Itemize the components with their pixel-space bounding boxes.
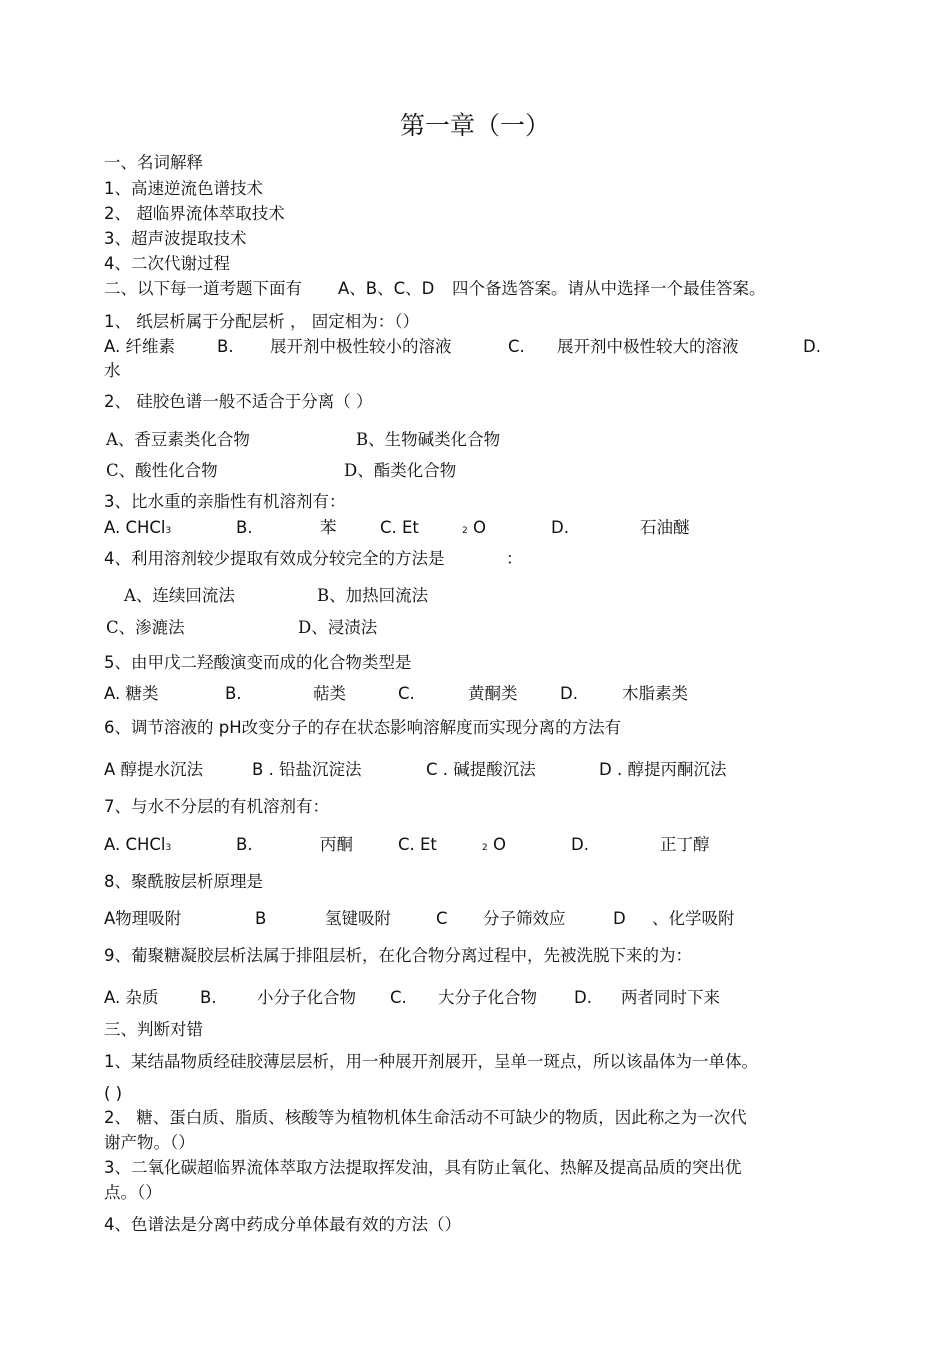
question-5: 5、由甲戊二羟酸演变而成的化合物类型是: [104, 653, 412, 672]
q6-option-d: D . 醇提丙酮沉法: [599, 760, 727, 779]
q9-option-d-label: D.: [574, 988, 592, 1007]
definition-item-3: 3、超声波提取技术: [104, 229, 247, 248]
q4-option-c: C、渗漉法: [106, 618, 185, 637]
judgement-3-line-1: 3、二氧化碳超临界流体萃取方法提取挥发油，具有防止氧化、热解及提高品质的突出优: [104, 1158, 742, 1177]
section-heading-letters: A、B、C、D: [338, 279, 435, 298]
q1-option-b-label: B.: [217, 337, 234, 356]
page-title: 第一章（一）: [399, 111, 550, 140]
question-2: 2、 硅胶色谱一般不适合于分离（ ）: [104, 392, 373, 411]
q9-option-d: 两者同时下来: [621, 988, 720, 1007]
q8-option-c: 分子筛效应: [483, 909, 566, 928]
q7-option-a: A. CHCl3: [104, 835, 172, 854]
q8-option-d: 、化学吸附: [652, 909, 735, 928]
judgement-3-line-2: 点。（）: [104, 1183, 162, 1202]
judgement-2-line-1: 2、 糖、蛋白质、脂质、核酸等为植物机体生命活动不可缺少的物质，因此称之为一次代: [104, 1108, 747, 1127]
q1-option-c-label: C.: [508, 337, 525, 356]
q8-option-b: 氢键吸附: [325, 909, 391, 928]
q5-option-d: 木脂素类: [622, 684, 688, 703]
q3-option-d: 石油醚: [640, 518, 690, 537]
section-heading-rest: 四个备选答案。请从中选择一个最佳答案。: [452, 279, 766, 298]
q7-option-b: 丙酮: [320, 835, 353, 854]
q8-option-a: A物理吸附: [104, 909, 182, 928]
question-8: 8、聚酰胺层析原理是: [104, 872, 263, 891]
q8-option-c-label: C: [436, 909, 448, 928]
q1-option-d-label: D.: [803, 337, 821, 356]
subscript: 3: [165, 526, 172, 536]
judgement-4: 4、色谱法是分离中药成分单体最有效的方法（）: [104, 1215, 461, 1234]
q3-option-d-label: D.: [551, 518, 569, 537]
subscript: 2: [482, 843, 488, 853]
q3-option-a: A. CHCl3: [104, 518, 172, 537]
question-1: 1、 纸层析属于分配层析 ， 固定相为：（）: [104, 312, 419, 331]
definition-item-1: 1、高速逆流色谱技术: [104, 179, 263, 198]
question-7: 7、与水不分层的有机溶剂有：: [104, 797, 329, 816]
q4-option-b: B、加热回流法: [317, 586, 429, 605]
q3-option-b: 苯: [320, 518, 337, 537]
q5-option-b: 萜类: [313, 684, 346, 703]
q3-option-c: C. Et: [380, 518, 419, 537]
question-9: 9、葡聚糖凝胶层析法属于排阻层析，在化合物分离过程中，先被洗脱下来的为：: [104, 946, 692, 965]
q2-option-c: C、酸性化合物: [106, 461, 218, 480]
q7-option-b-label: B.: [236, 835, 253, 854]
question-4: 4、利用溶剂较少提取有效成分较完全的方法是: [104, 549, 445, 568]
q1-option-a: A. 纤维素: [104, 337, 175, 356]
question-6: 6、调节溶液的 pH改变分子的存在状态影响溶解度而实现分离的方法有: [104, 718, 622, 737]
judgement-2-line-2: 谢产物。（）: [104, 1133, 195, 1152]
question-3: 3、比水重的亲脂性有机溶剂有：: [104, 492, 346, 511]
q1-option-b: 展开剂中极性较小的溶液: [270, 337, 452, 356]
judgement-1: 1、某结晶物质经硅胶薄层层析，用一种展开剂展开，呈单一斑点，所以该晶体为一单体。: [104, 1052, 758, 1071]
section-heading-definitions: 一、名词解释: [104, 153, 203, 172]
q1-option-d: 水: [104, 361, 121, 380]
q9-option-a: A. 杂质: [104, 988, 159, 1007]
q8-option-d-label: D: [613, 909, 626, 928]
subscript: 3: [165, 843, 172, 853]
definition-item-2: 2、 超临界流体萃取技术: [104, 204, 285, 223]
q3-option-b-label: B.: [236, 518, 253, 537]
q7-option-d: 正丁醇: [660, 835, 710, 854]
q4-option-a: A、连续回流法: [124, 586, 235, 605]
subscript: 2: [462, 526, 468, 536]
q8-option-b-label: B: [255, 909, 267, 928]
q6-option-b: B . 铅盐沉淀法: [252, 760, 362, 779]
q9-option-c-label: C.: [390, 988, 407, 1007]
definition-item-4: 4、二次代谢过程: [104, 254, 230, 273]
q9-option-c: 大分子化合物: [438, 988, 537, 1007]
judgement-1-answer: ( ): [104, 1084, 123, 1103]
q5-option-c-label: C.: [398, 684, 415, 703]
q6-option-c: C . 碱提酸沉法: [426, 760, 536, 779]
q1-option-c: 展开剂中极性较大的溶液: [557, 337, 739, 356]
q5-option-b-label: B.: [225, 684, 242, 703]
q7-option-c-formula: 2 O: [482, 835, 506, 854]
q7-option-c: C. Et: [398, 835, 437, 854]
section-heading-true-false: 三、判断对错: [104, 1020, 203, 1039]
question-4-colon: ：: [506, 549, 523, 568]
q5-option-a: A. 糖类: [104, 684, 159, 703]
q4-option-d: D、浸渍法: [298, 618, 378, 637]
q6-option-a: A 醇提水沉法: [104, 760, 204, 779]
q9-option-b: 小分子化合物: [257, 988, 356, 1007]
q5-option-d-label: D.: [560, 684, 578, 703]
q2-option-b: B、生物碱类化合物: [356, 430, 501, 449]
q3-option-c-formula: 2 O: [462, 518, 486, 537]
q2-option-d: D、酯类化合物: [344, 461, 457, 480]
q2-option-a: A、香豆素类化合物: [106, 430, 250, 449]
q9-option-b-label: B.: [200, 988, 217, 1007]
q5-option-c: 黄酮类: [468, 684, 518, 703]
q7-option-d-label: D.: [571, 835, 589, 854]
section-heading-choice: 二、以下每一道考题下面有: [104, 279, 302, 298]
